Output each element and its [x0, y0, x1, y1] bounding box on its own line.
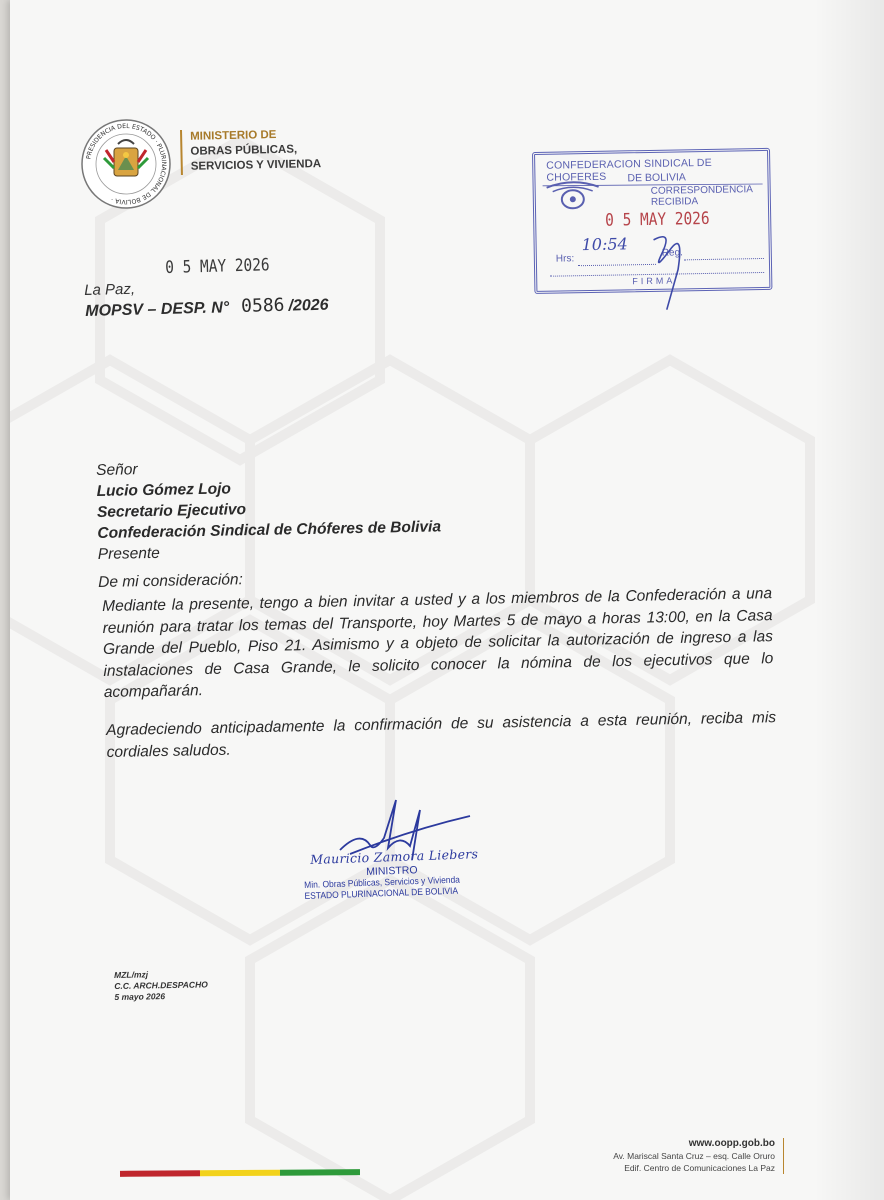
- svg-text:PRESIDENCIA DEL ESTADO · PLURI: PRESIDENCIA DEL ESTADO · PLURINACIONAL DE BOLIVIA ·: [85, 122, 168, 206]
- stamp-signature-scribble: [532, 148, 773, 322]
- issue-date-stamp: 0 5 MAY 2026: [165, 255, 270, 278]
- flag-yellow: [200, 1170, 280, 1177]
- ministry-line2: OBRAS PÚBLICAS,: [190, 143, 298, 158]
- footer-address-line1: Av. Mariscal Santa Cruz – esq. Calle Oruro: [613, 1151, 775, 1161]
- stamp-hrs-label: Hrs:: [555, 253, 575, 265]
- ref-initials: MZL/mzj: [114, 969, 149, 980]
- received-stamp: [532, 148, 772, 294]
- stamp-received-label: CORRESPONDENCIA RECIBIDA: [650, 184, 753, 208]
- ref-date: 5 mayo 2026: [114, 991, 166, 1002]
- ref-cc: C.C. ARCH.DESPACHO: [114, 979, 208, 991]
- signer-title: MINISTRO: [366, 864, 418, 878]
- footer-website: www.oopp.gob.bo: [688, 1138, 775, 1149]
- stamp-org-line1: CONFEDERACION SINDICAL DE CHOFERES: [546, 156, 712, 184]
- ref-prefix: MOPSV – DESP. N°: [85, 299, 230, 320]
- addressee-block: [96, 453, 442, 565]
- bolivia-seal-icon: [80, 118, 172, 210]
- addressee-organization: Confederación Sindical de Chóferes de Bolivia: [97, 518, 442, 542]
- greeting: De mi consideración:: [98, 571, 244, 591]
- footer-contact: [613, 1138, 784, 1174]
- signer-name: Mauricio Zamora Liebers: [310, 846, 479, 867]
- ministry-line3: SERVICIOS Y VIVIENDA: [190, 158, 322, 173]
- stamp-hrs-value: 10:54: [581, 234, 628, 255]
- ref-year: /2026: [288, 296, 329, 315]
- body-paragraph-2: Agradeciendo anticipadamente la confirmación de su asistencia a esta reunión, reciba mis cordiales saludos.: [106, 709, 777, 761]
- ministry-name: [180, 127, 321, 175]
- addressee-position: Secretario Ejecutivo: [96, 501, 247, 521]
- letter-page: [10, 0, 884, 1200]
- signer-org-line2: ESTADO PLURINACIONAL DE BOLIVIA: [304, 885, 459, 901]
- addressee-name: Lucio Gómez Lojo: [96, 480, 232, 500]
- place-label: La Paz,: [84, 280, 136, 299]
- body-paragraph-1: Mediante la presente, tengo a bien invitar a usted y a los miembros de la Confederación a una reunión para tratar los temas del Transporte, hoy Martes 5 de mayo a horas 13:00, en la Casa Grande del Pueblo, Piso 21. Asimismo y a objeto de solicitar la autorización de ingreso a las instalaciones de Casa Grande, le solicito conocer la nómina de los ejecutivos que lo acompañarán.: [102, 585, 774, 701]
- stamp-org-line2: DE BOLIVIA: [627, 171, 686, 185]
- ref-number: 0586: [240, 294, 285, 317]
- presente-label: Presente: [97, 544, 161, 563]
- signer-org-line1: Min. Obras Públicas, Servicios y Vivienda: [304, 874, 461, 890]
- footer-address-line2: Edif. Centro de Comunicaciones La Paz: [624, 1163, 775, 1173]
- ministry-line1: MINISTERIO DE: [190, 128, 277, 143]
- stamp-firma-label: FIRMA: [632, 275, 676, 287]
- flag-red: [120, 1170, 200, 1177]
- page-shadow: [814, 0, 884, 1200]
- salutation: Señor: [96, 461, 138, 479]
- stamp-received-date: 0 5 MAY 2026: [605, 208, 710, 231]
- flag-green: [280, 1169, 360, 1176]
- filing-references: [114, 968, 208, 1003]
- stamp-reg-label: Reg.: [661, 247, 684, 259]
